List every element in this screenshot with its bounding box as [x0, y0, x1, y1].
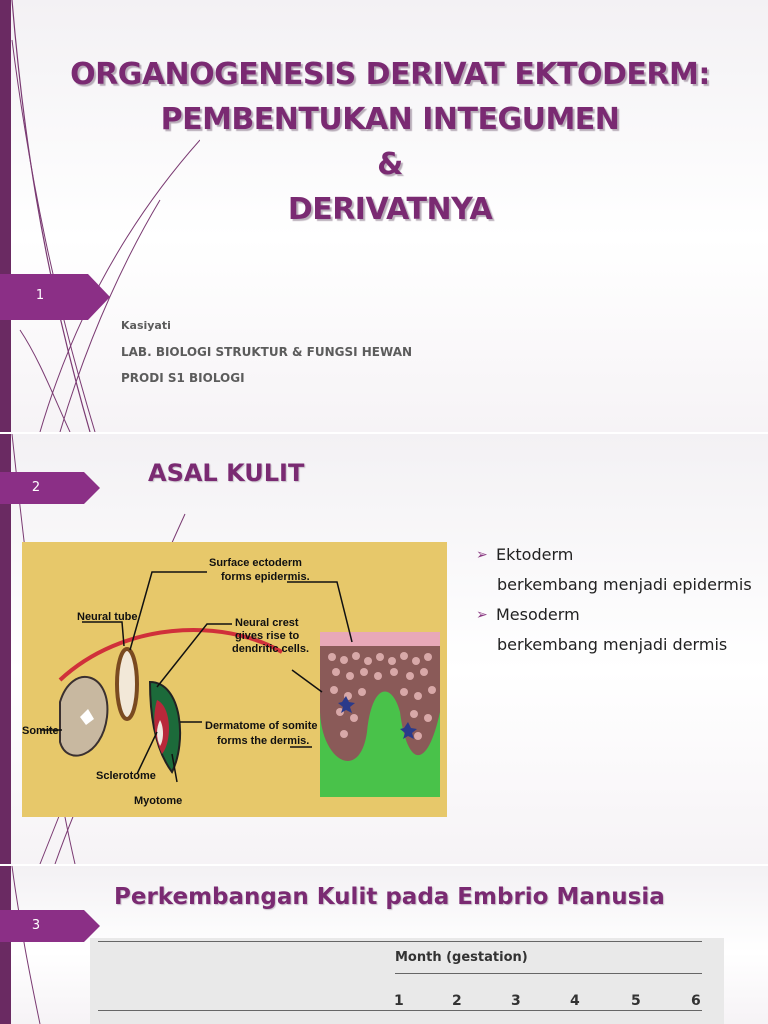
bullet-item: [476, 604, 756, 626]
month-cell: 6: [691, 993, 701, 1009]
arrow-bullet-icon: ➢: [476, 547, 488, 563]
slide-number: 1: [35, 288, 45, 303]
title-line-2: PEMBENTUKAN INTEGUMEN: [160, 102, 620, 137]
label-dermatome-2: forms the dermis.: [217, 735, 310, 747]
slide-left-bar: [0, 866, 11, 1024]
month-cell: 3: [511, 993, 521, 1009]
label-myotome: Myotome: [134, 795, 183, 807]
slide-left-bar: [0, 0, 11, 432]
bullet-list: [476, 544, 756, 664]
bullet-term: Mesoderm: [496, 605, 580, 624]
slide-1: [0, 0, 768, 432]
author-block: [121, 313, 412, 391]
bullet-desc: berkembang menjadi dermis: [497, 635, 728, 654]
label-neural-crest-2: gives rise to: [235, 630, 300, 642]
slide-heading: ASAL KULIT: [148, 459, 305, 487]
bullet-term: Ektoderm: [496, 545, 574, 564]
author-program: PRODI S1 BIOLOGI: [121, 371, 245, 385]
month-cell: 4: [570, 993, 580, 1009]
skin-origin-diagram: [22, 542, 447, 817]
title-line-4: DERIVATNYA: [287, 192, 493, 227]
label-neural-crest-3: dendritic cells.: [232, 643, 310, 655]
label-neural-crest-1: Neural crest: [235, 617, 299, 629]
slide-number: 2: [31, 480, 41, 495]
author-affiliation: LAB. BIOLOGI STRUKTUR & FUNGSI HEWAN: [121, 345, 413, 359]
month-cell: 5: [631, 993, 641, 1009]
label-neural-tube: Neural tube: [77, 611, 138, 623]
slide-title: [20, 52, 760, 232]
label-surface-ectoderm-1: Surface ectoderm: [209, 557, 302, 569]
arrow-bullet-icon: ➢: [476, 607, 488, 623]
bullet-item: [476, 544, 756, 566]
month-cell: 2: [452, 993, 462, 1009]
slide-number: 3: [31, 918, 41, 933]
title-line-1: ORGANOGENESIS DERIVAT EKTODERM:: [70, 57, 710, 92]
label-somite: Somite: [22, 725, 59, 737]
bullet-desc: berkembang menjadi epidermis: [497, 575, 752, 594]
label-dermatome-1: Dermatome of somite: [205, 720, 318, 732]
slide-heading: Perkembangan Kulit pada Embrio Manusia: [114, 884, 665, 910]
title-line-3: &: [377, 147, 403, 182]
gestation-table: [90, 938, 724, 1024]
table-header: Month (gestation): [395, 950, 528, 965]
author-name: Kasiyati: [121, 319, 171, 332]
label-sclerotome: Sclerotome: [96, 770, 156, 782]
label-surface-ectoderm-2: forms epidermis.: [221, 571, 310, 583]
month-cell: 1: [394, 993, 404, 1009]
